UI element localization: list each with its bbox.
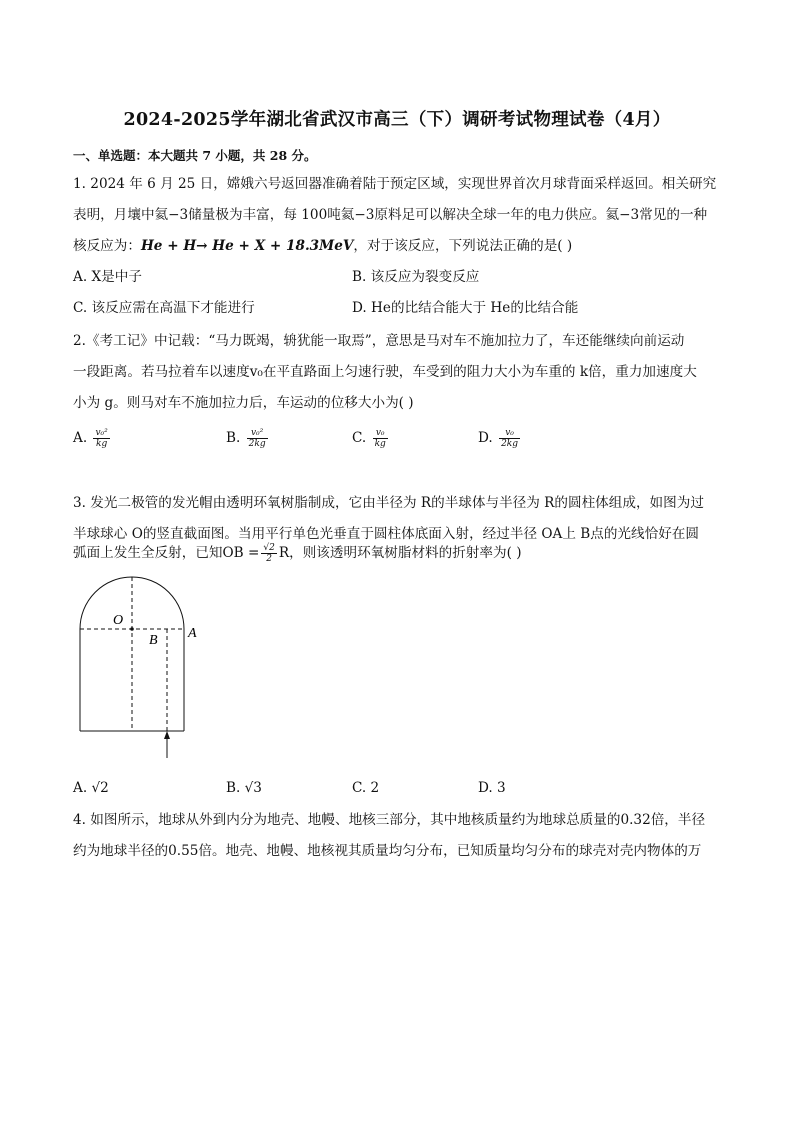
q3-ob-fraction (261, 543, 276, 564)
q3-option-c[interactable]: C. 2 (352, 780, 380, 796)
led-cap-figure (70, 560, 220, 770)
arrow-head (164, 731, 170, 739)
label-b: B (149, 633, 158, 648)
q2-option-d-fraction (499, 428, 520, 449)
q4-line1: 4. 如图所示，地球从外到内分为地壳、地幔、地核三部分，其中地核质量约为地球总质量的0.32倍，半径 (73, 812, 706, 828)
q3-option-d[interactable]: D. 3 (478, 780, 506, 796)
q2-option-c-label: C. (352, 430, 367, 446)
page-title: 2024-2025学年湖北省武汉市高三（下）调研考试物理试卷（4月） (123, 110, 671, 130)
q2-option-d[interactable] (478, 428, 522, 449)
q3-line2: 半球球心 O的竖直截面图。当用平行单色光垂直于圆柱体底面入射，经过半径 OA上 B点的光线恰好在圆 (73, 526, 699, 542)
q3-ob-denominator: 2 (266, 554, 272, 564)
q3-line3-pre: 弧面上发生全反射，已知OB = (73, 545, 260, 561)
q2-option-b-fraction (247, 428, 268, 449)
q3-option-b[interactable]: B. √3 (226, 780, 262, 796)
q1-line3-post: ，对于该反应，下列说法正确的是( ) (353, 238, 573, 254)
q2-option-d-numerator: v₀ (499, 428, 520, 439)
section-heading: 一、单选题：本大题共 7 小题，共 28 分。 (73, 148, 317, 163)
q1-reaction-equation: He + H→ He + X + 18.3MeV (140, 238, 354, 254)
q1-option-b[interactable]: B. 该反应为裂变反应 (352, 269, 480, 285)
q2-option-b-numerator: v₀² (247, 428, 268, 439)
q2-option-d-label: D. (478, 430, 493, 446)
center-point-o (130, 627, 134, 631)
q2-option-a-numerator: v₀² (95, 428, 108, 438)
q1-option-a[interactable]: A. X是中子 (73, 269, 142, 285)
q1-line2: 表明，月壤中氦−3储量极为丰富，每 100吨氦−3原料足可以解决全球一年的电力供应。氦−3常见的一种 (73, 207, 708, 223)
q2-option-c-fraction (373, 428, 388, 449)
q2-option-b[interactable] (226, 428, 270, 449)
q2-option-a-fraction (93, 428, 109, 449)
q3-line1: 3. 发光二极管的发光帽由透明环氧树脂制成，它由半径为 R的半球体与半径为 R的圆柱体组成，如图为过 (73, 495, 704, 511)
label-o: O (113, 613, 124, 628)
q3-ob-numerator: √2 (263, 543, 275, 553)
label-a: A (188, 626, 197, 641)
q1-option-c[interactable]: C. 该反应需在高温下才能进行 (73, 300, 255, 316)
q4-line2: 约为地球半径的0.55倍。地壳、地幔、地核视其质量均匀分布，已知质量均匀分布的球壳对壳内物体的万 (73, 843, 702, 859)
q3-line3-post: R，则该透明环氧树脂材料的折射率为( ) (278, 545, 522, 561)
q3-option-a[interactable]: A. √2 (73, 780, 109, 796)
q2-option-a-denominator: kg (96, 439, 108, 449)
q1-line1: 1. 2024 年 6 月 25 日，嫦娥六号返回器准确着陆于预定区域，实现世界首次月球背面采样返回。相关研究 (73, 176, 717, 192)
q2-line1: 2.《考工记》中记载：“马力既竭，辀犹能一取焉”，意思是马对车不施加拉力了，车还能继续向前运动 (73, 333, 685, 349)
q2-option-b-denominator: 2kg (248, 439, 266, 449)
q2-line3: 小为 g。则马对车不施加拉力后，车运动的位移大小为( ) (73, 395, 414, 411)
q2-line2: 一段距离。若马拉着车以速度v₀在平直路面上匀速行驶，车受到的阻力大小为车重的 k倍，重力加速度大 (73, 364, 697, 380)
q2-option-b-label: B. (226, 430, 241, 446)
q2-option-a[interactable] (73, 428, 112, 449)
q2-option-c[interactable] (352, 428, 390, 449)
q1-line3-pre: 核反应为： (73, 238, 141, 254)
q1-option-d[interactable]: D. He的比结合能大于 He的比结合能 (352, 300, 579, 316)
q2-option-a-label: A. (73, 430, 88, 446)
q2-option-c-denominator: kg (374, 439, 386, 449)
q2-option-d-denominator: 2kg (501, 439, 519, 449)
q1-line3 (73, 236, 572, 256)
q2-option-c-numerator: v₀ (373, 428, 388, 439)
